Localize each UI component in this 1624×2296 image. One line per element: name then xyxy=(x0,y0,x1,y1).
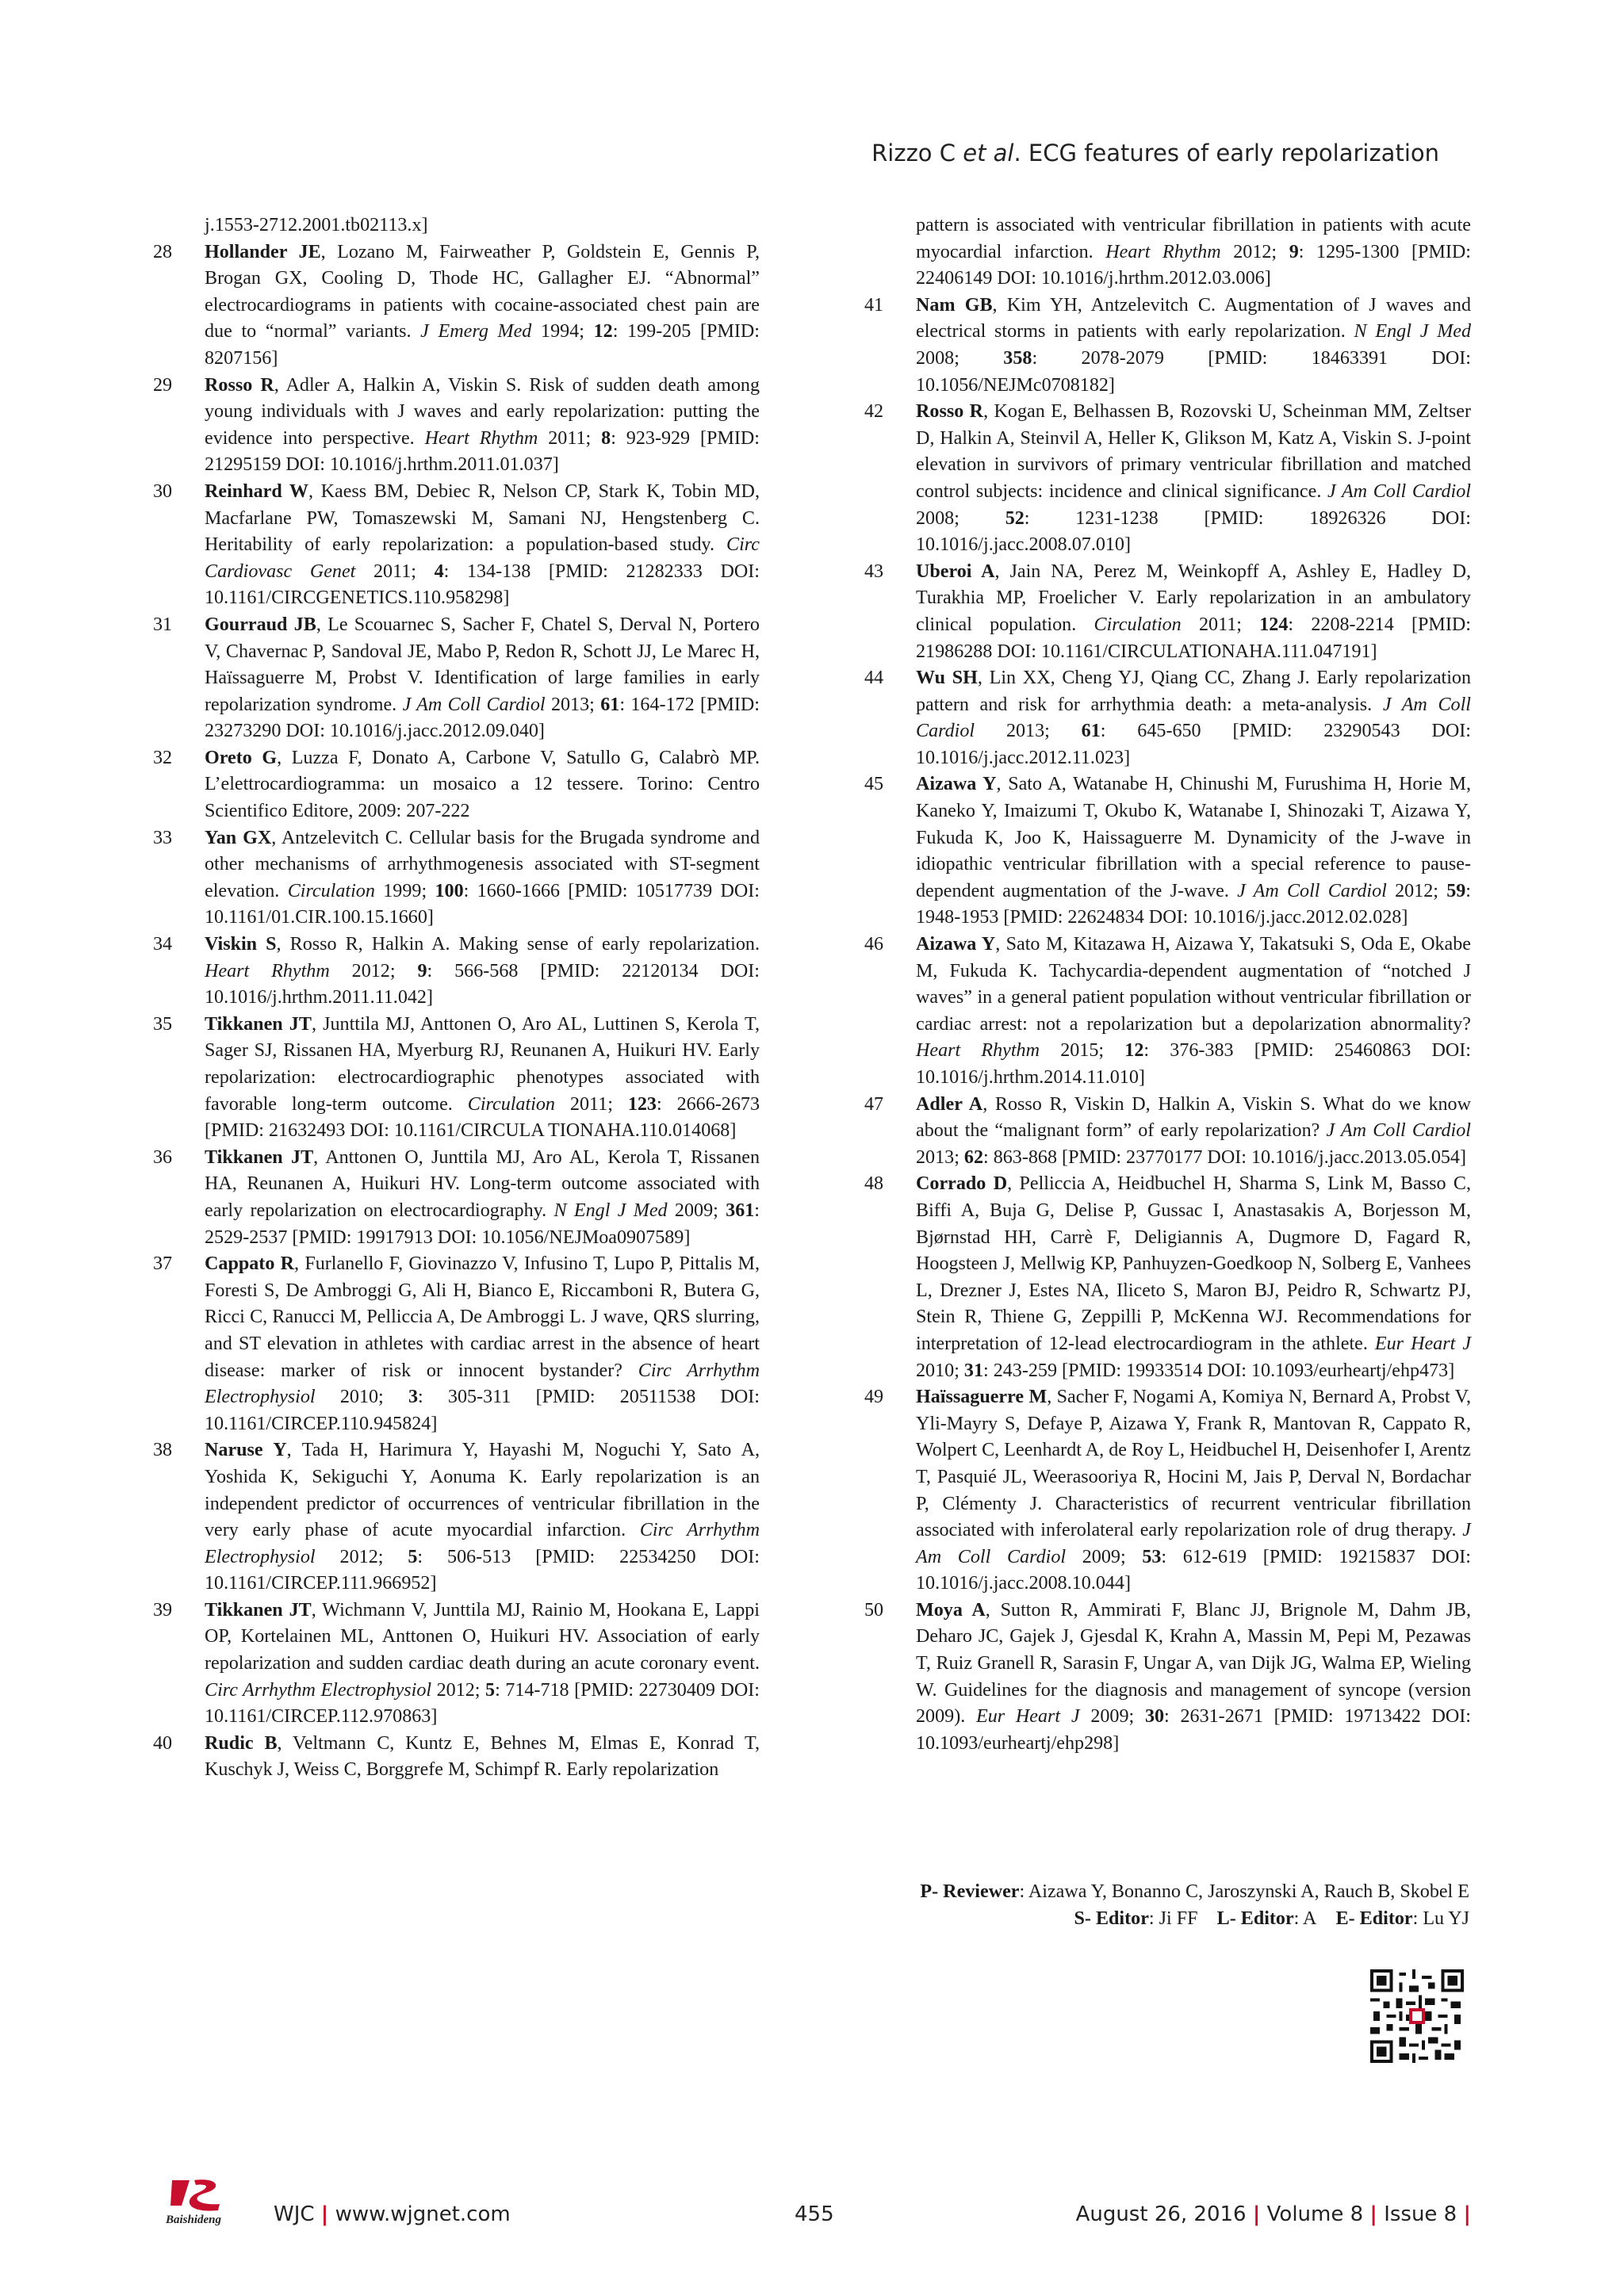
e-editor-label: E- Editor xyxy=(1335,1908,1413,1929)
reference-item xyxy=(864,399,1471,559)
journal-url[interactable]: www.wjgnet.com xyxy=(335,2202,511,2226)
reference-text: Wu SH, Lin XX, Cheng YJ, Qiang CC, Zhang J. Early repolarization pattern and risk for arrhythmia death: a meta-analysis. J Am Coll Cardiol 2013; 61: 645-650 [PMID: 23290543 DOI: 10.1016/j.jacc.2012.11.023] xyxy=(916,668,1471,768)
s-editor-label: S- Editor xyxy=(1074,1908,1149,1929)
reference-item xyxy=(153,1145,760,1251)
reference-number: 29 xyxy=(153,374,173,396)
reference-number: 47 xyxy=(864,1093,884,1115)
reference-number: 44 xyxy=(864,668,884,689)
reference-number: 45 xyxy=(864,774,884,795)
reference-text: Oreto G, Luzza F, Donato A, Carbone V, Satullo G, Calabrò MP. L’elettrocardiogramma: un mosaico a 12 tessere. Torino: Centro Scientifico Editore, 2009: 207-222 xyxy=(205,747,760,822)
left-reference-column xyxy=(153,212,760,1784)
qr-code-icon[interactable] xyxy=(1370,1969,1464,2063)
journal-info xyxy=(274,2202,511,2226)
reference-number: 34 xyxy=(153,934,173,955)
reference-text: Rudic B, Veltmann C, Kuntz E, Behnes M, Elmas E, Konrad T, Kuschyk J, Weiss C, Borggrefe M, Schimpf R. Early repolarization xyxy=(205,1732,760,1781)
reference-text: j.1553-2712.2001.tb02113.x] xyxy=(205,215,428,235)
p-reviewer-label: P- Reviewer xyxy=(920,1881,1020,1902)
reference-item xyxy=(864,293,1471,399)
reference-number: 43 xyxy=(864,561,884,582)
reference-text: Haïssaguerre M, Sacher F, Nogami A, Komiya N, Bernard A, Probst V, Yli-Mayry S, Defaye P, Aizawa Y, Frank R, Mantovan R, Cappato R, Wolpert C, Leenhardt A, de Roy L, Heidbuchel H, Deisenhofer I, Arentz T, Pasquié JL, Weerasooriya R, Hocini M, Jais P, Derval N, Bordachar P, Clémenty J. Characteristics of recurrent ventricular fibrillation associated with inferolateral early repolarization role of drug therapy. J Am Coll Cardiol 2009; 53: 612-619 [PMID: 19215837 DOI: 10.1016/j.jacc.2008.10.044] xyxy=(916,1387,1471,1594)
reference-text: Reinhard W, Kaess BM, Debiec R, Nelson CP, Stark K, Tobin MD, Macfarlane PW, Tomaszewski M, Samani NJ, Hengstenberg C. Heritability of early repolarization: a population-based study. Circ Cardiovasc Genet 2011; 4: 134-138 [PMID: 21282333 DOI: 10.1161/CIRCGENETICS.110.958298] xyxy=(205,480,760,609)
reference-text: Uberoi A, Jain NA, Perez M, Weinkopff A, Ashley E, Hadley D, Turakhia MP, Froelicher V. Early repolarization in an ambulatory clinical population. Circulation 2011; 124: 2208-2214 [PMID: 21986288 DOI: 10.1161/CIRCULATIONAHA.111.047191] xyxy=(916,561,1472,662)
reference-number: 41 xyxy=(864,294,884,316)
running-head-prefix: Rizzo C xyxy=(871,140,963,166)
reference-text: Nam GB, Kim YH, Antzelevitch C. Augmentation of J waves and electrical storms in patients with early repolarization. N Engl J Med 2008; 358: 2078-2079 [PMID: 18463391 DOI: 10.1056/NEJMc0708182] xyxy=(916,294,1472,396)
p-reviewer-value: : Aizawa Y, Bonanno C, Jaroszynski A, Rauch B, Skobel E xyxy=(1019,1881,1469,1902)
reference-number: 42 xyxy=(864,401,884,423)
reference-item xyxy=(864,1384,1471,1598)
reference-text: Cappato R, Furlanello F, Giovinazzo V, Infusino T, Lupo P, Pittalis M, Foresti S, De Ambroggi G, Ali H, Bianco E, Riccamboni R, Butera G, Ricci C, Ranucci M, Pelliccia A, De Ambroggi L. J wave, QRS slurring, and ST elevation in athletes with cardiac arrest in the absence of heart disease: marker of risk or innocent bystander? Circ Arrhythm Electrophysiol 2010; 3: 305-311 [PMID: 20511538 DOI: 10.1161/CIRCEP.110.945824] xyxy=(205,1253,760,1434)
reference-item xyxy=(153,1251,760,1437)
e-editor-value: : Lu YJ xyxy=(1412,1908,1469,1929)
reference-text: Moya A, Sutton R, Ammirati F, Blanc JJ, Brignole M, Dahm JB, Deharo JC, Gajek J, Gjesdal K, Krahn A, Massin M, Pepi M, Pezawas T, Ruiz Granell R, Sarasin F, Ungar A, van Dijk JG, Walma EP, Wieling W. Guidelines for the diagnosis and management of syncope (version 2009). Eur Heart J 2009; 30: 2631-2671 [PMID: 19713422 DOI: 10.1093/eurheartj/ehp298] xyxy=(916,1599,1472,1754)
reference-item xyxy=(864,559,1471,665)
page-footer xyxy=(0,2196,1624,2228)
reference-number: 39 xyxy=(153,1599,173,1621)
l-editor-label: L- Editor xyxy=(1216,1908,1294,1929)
reference-number: 50 xyxy=(864,1599,884,1621)
reference-continuation xyxy=(864,212,1471,293)
reference-item xyxy=(153,745,760,825)
reference-text: Tikkanen JT, Anttonen O, Junttila MJ, Aro AL, Kerola T, Rissanen HA, Reunanen A, Huikuri HV. Long-term outcome associated with early repolarization on electrocardiography. N Engl J Med 2009; 361: 2529-2537 [PMID: 19917913 DOI: 10.1056/NEJMoa0907589] xyxy=(205,1146,760,1248)
reference-item xyxy=(153,1731,760,1784)
baishideng-logo-icon xyxy=(163,2174,250,2229)
footer-separator: | xyxy=(1369,2202,1377,2226)
reference-text: Yan GX, Antzelevitch C. Cellular basis for the Brugada syndrome and other mechanisms of arrhythmogenesis associated with ST-segment elevation. Circulation 1999; 100: 1660-1666 [PMID: 10517739 DOI: 10.1161/01.CIR.100.15.1660] xyxy=(205,827,760,928)
reference-text: Adler A, Rosso R, Viskin D, Halkin A, Viskin S. What do we know about the “malignant form” of early repolarization? J Am Coll Cardiol 2013; 62: 863-868 [PMID: 23770177 DOI: 10.1016/j.jacc.2013.05.054] xyxy=(916,1093,1471,1168)
volume: Volume 8 xyxy=(1266,2202,1364,2226)
reference-text: pattern is associated with ventricular fibrillation in patients with acute myocardial infarction. Heart Rhythm 2012; 9: 1295-1300 [PMID: 22406149 DOI: 10.1016/j.hrthm.2012.03.006] xyxy=(916,215,1471,289)
reference-item xyxy=(864,665,1471,771)
reference-number: 28 xyxy=(153,241,173,262)
editorial-credits xyxy=(920,1879,1469,1932)
s-editor-value: : Ji FF xyxy=(1148,1908,1198,1929)
issue-info xyxy=(1076,2202,1471,2226)
reference-number: 48 xyxy=(864,1173,884,1195)
reference-item xyxy=(864,1171,1471,1384)
reference-number: 37 xyxy=(153,1253,173,1275)
reference-number: 31 xyxy=(153,614,173,635)
publication-date: August 26, 2016 xyxy=(1075,2202,1247,2226)
reference-number: 38 xyxy=(153,1440,173,1461)
running-head-italic: et al xyxy=(963,140,1014,166)
footer-separator: | xyxy=(1252,2202,1261,2226)
reference-item xyxy=(864,1092,1471,1172)
reference-number: 32 xyxy=(153,747,173,768)
reference-text: Viskin S, Rosso R, Halkin A. Making sense of early repolarization. Heart Rhythm 2012; 9: 566-568 [PMID: 22120134 DOI: 10.1016/j.hrthm.2011.11.042] xyxy=(205,934,760,1008)
reference-text: Aizawa Y, Sato A, Watanabe H, Chinushi M, Furushima H, Horie M, Kaneko Y, Imaizumi T, Okubo K, Watanabe I, Shinozaki T, Aizawa Y, Fukuda K, Joo K, Haissaguerre M. Dynamicity of the J-wave in idiopathic ventricular fibrillation with a special reference to pause-dependent augmentation of the J-wave. J Am Coll Cardiol 2012; 59: 1948-1953 [PMID: 22624834 DOI: 10.1016/j.jacc.2012.02.028] xyxy=(916,774,1471,928)
reference-text: Naruse Y, Tada H, Harimura Y, Hayashi M, Noguchi Y, Sato A, Yoshida K, Sekiguchi Y, Aonuma K. Early repolarization is an independent predictor of occurrences of ventricular fibrillation in the very early phase of acute myocardial infarction. Circ Arrhythm Electrophysiol 2012; 5: 506-513 [PMID: 22534250 DOI: 10.1161/CIRCEP.111.966952] xyxy=(205,1440,760,1594)
page-number: 455 xyxy=(795,2202,834,2226)
logo-text: Baishideng xyxy=(166,2214,222,2226)
issue: Issue 8 xyxy=(1384,2202,1457,2226)
reference-item xyxy=(153,373,760,479)
reference-text: Rosso R, Adler A, Halkin A, Viskin S. Risk of sudden death among young individuals with J waves and early repolarization: putting the evidence into perspective. Heart Rhythm 2011; 8: 923-929 [PMID: 21295159 DOI: 10.1016/j.hrthm.2011.01.037] xyxy=(205,374,760,476)
reference-item xyxy=(153,1598,760,1731)
reference-text: Corrado D, Pelliccia A, Heidbuchel H, Sharma S, Link M, Basso C, Biffi A, Buja G, Delise P, Gussac I, Anastasakis A, Borjesson M, Bjørnstad HH, Carrè F, Deligiannis A, Dugmore D, Fagard R, Hoogsteen J, Mellwig KP, Panhuyzen-Goedkoop N, Solberg E, Vanhees L, Drezner J, Estes NA, Iliceto S, Maron BJ, Peidro R, Schwartz PJ, Stein R, Thiene G, Zeppilli P, McKenna WJ. Recommendations for interpretation of 12-lead electrocardiogram in the athlete. Eur Heart J 2010; 31: 243-259 [PMID: 19933514 DOI: 10.1093/eurheartj/ehp473] xyxy=(916,1173,1472,1381)
reference-item xyxy=(864,932,1471,1092)
editors-line xyxy=(920,1906,1469,1933)
reference-item xyxy=(153,479,760,612)
reference-item xyxy=(153,932,760,1012)
reference-text: Gourraud JB, Le Scouarnec S, Sacher F, Chatel S, Derval N, Portero V, Chavernac P, Sandoval JE, Mabo P, Redon R, Schott JJ, Le Marec H, Haïssaguerre M, Probst V. Identification of large families in early repolarization syndrome. J Am Coll Cardiol 2013; 61: 164-172 [PMID: 23273290 DOI: 10.1016/j.jacc.2012.09.040] xyxy=(205,614,760,742)
l-editor-value: : A xyxy=(1293,1908,1317,1929)
reference-item xyxy=(153,612,760,745)
reference-text: Tikkanen JT, Junttila MJ, Anttonen O, Aro AL, Luttinen S, Kerola T, Sager SJ, Rissanen HA, Myerburg RJ, Reunanen A, Huikuri HV. Early repolarization: electrocardiographic phenotypes associated with favorable long-term outcome. Circulation 2011; 123: 2666-2673 [PMID: 21632493 DOI: 10.1161/CIRCULA TIONAHA.110.014068] xyxy=(205,1013,760,1142)
reference-text: Rosso R, Kogan E, Belhassen B, Rozovski U, Scheinman MM, Zeltser D, Halkin A, Steinvil A, Heller K, Glikson M, Katz A, Viskin S. J-point elevation in survivors of primary ventricular fibrillation and matched control subjects: incidence and clinical significance. J Am Coll Cardiol 2008; 52: 1231-1238 [PMID: 18926326 DOI: 10.1016/j.jacc.2008.07.010] xyxy=(916,401,1472,556)
reference-number: 46 xyxy=(864,934,884,955)
reference-item xyxy=(153,1437,760,1598)
reference-item xyxy=(864,1598,1471,1758)
running-head-suffix: . ECG features of early repolarization xyxy=(1013,140,1439,166)
running-head xyxy=(871,140,1439,166)
p-reviewer-line xyxy=(920,1879,1469,1906)
right-reference-column xyxy=(864,212,1471,1757)
reference-item xyxy=(153,825,760,932)
reference-number: 36 xyxy=(153,1146,173,1168)
footer-separator: | xyxy=(320,2202,329,2226)
reference-continuation xyxy=(153,212,760,239)
reference-number: 40 xyxy=(153,1732,173,1754)
reference-text: Tikkanen JT, Wichmann V, Junttila MJ, Rainio M, Hookana E, Lappi OP, Kortelainen ML, Anttonen O, Huikuri HV. Association of early repolarization and sudden cardiac death during an acute coronary event. Circ Arrhythm Electrophysiol 2012; 5: 714-718 [PMID: 22730409 DOI: 10.1161/CIRCEP.112.970863] xyxy=(205,1599,760,1728)
reference-number: 30 xyxy=(153,480,173,502)
reference-number: 35 xyxy=(153,1013,173,1035)
reference-text: Hollander JE, Lozano M, Fairweather P, Goldstein E, Gennis P, Brogan GX, Cooling D, Thode HC, Gallagher EJ. “Abnormal” electrocardiograms in patients with cocaine-associated chest pain are due to “normal” variants. J Emerg Med 1994; 12: 199-205 [PMID: 8207156] xyxy=(205,241,760,369)
footer-separator: | xyxy=(1463,2202,1471,2226)
reference-number: 49 xyxy=(864,1387,884,1408)
reference-item xyxy=(153,1012,760,1145)
reference-number: 33 xyxy=(153,827,173,848)
reference-item xyxy=(864,771,1471,932)
reference-text: Aizawa Y, Sato M, Kitazawa H, Aizawa Y, Takatsuki S, Oda E, Okabe M, Fukuda K. Tachycardia-dependent augmentation of “notched J waves” in a general patient population without ventricular fibrillation or cardiac arrest: not a repolarization but a depolarization abnormality? Heart Rhythm 2015; 12: 376-383 [PMID: 25460863 DOI: 10.1016/j.hrthm.2014.11.010] xyxy=(916,934,1471,1088)
journal-abbrev: WJC xyxy=(274,2202,315,2226)
reference-item xyxy=(153,239,760,373)
